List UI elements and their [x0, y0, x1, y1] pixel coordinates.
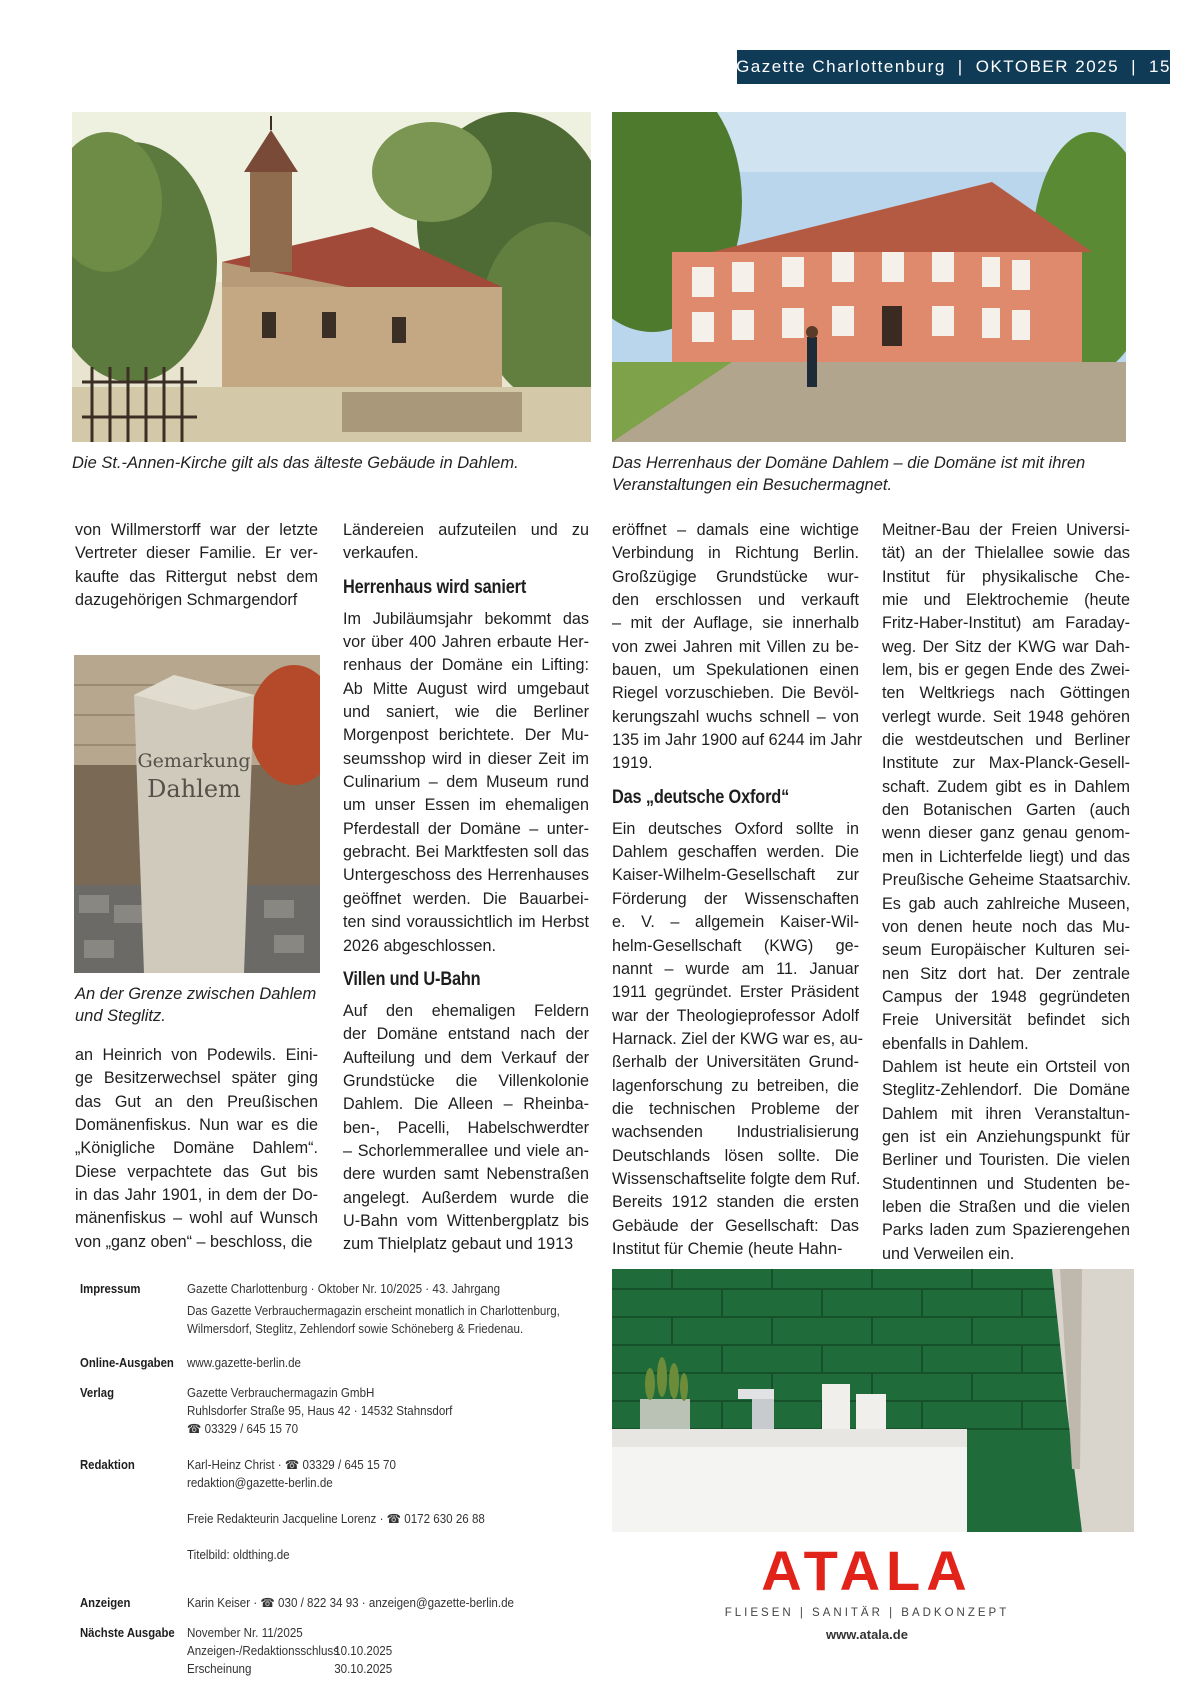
page-header — [737, 50, 1170, 84]
atala-url: www.atala.de — [826, 1627, 908, 1642]
text-line: Morgenpost berichtete. Der Mu- — [343, 726, 589, 745]
column-4 — [882, 519, 1130, 1266]
text-line: den erschlossen und verkauft — [612, 591, 859, 610]
text-line: Harnack. Ziel der KWG war es, au- — [612, 1029, 863, 1048]
verlag-text: Gazette Verbrauchermagazin GmbH Ruhlsdorfer Straße 95, Haus 42 · 14532 Stahnsdorf ☎ 03329 / 645 15 70 — [187, 1386, 453, 1436]
body-text — [343, 1000, 589, 1257]
text-line: der Domäne entstand nach der — [343, 1025, 589, 1044]
issue-month: OKTOBER 2025 — [975, 57, 1120, 76]
text-line: geöffnet werden. Die Bauarbei- — [343, 889, 589, 908]
text-line: Ländereien aufzuteilen und zu — [343, 521, 589, 539]
naechste-text: November Nr. 11/2025 Anzeigen-/Redaktionsschluss10.10.2025 Erscheinung 30.10.2025 — [187, 1626, 393, 1676]
text-line: vor über 400 Jahren erbaute Her- — [343, 633, 589, 652]
text-line: 2026 abgeschlossen. — [343, 936, 496, 955]
text-line: „Königliche Domäne Dahlem“. — [75, 1139, 318, 1158]
body-text — [343, 519, 589, 566]
anzeigen-text: Karin Keiser · ☎ 030 / 822 34 93 · anzeigen@gazette-berlin.de — [187, 1596, 514, 1610]
church-illustration — [72, 112, 591, 442]
text-line: mie und Elektrochemie (heute — [882, 591, 1130, 610]
text-line: angelegt. Außerdem wurde die — [343, 1188, 589, 1207]
stone-inscription-1: Gemarkung — [137, 750, 251, 772]
text-line: nen Sitz dort hat. Der zentrale — [882, 964, 1130, 983]
text-line: Parks laden zum Spazierengehen — [882, 1221, 1130, 1240]
text-line: Institute zur Max-Planck-Gesell- — [882, 754, 1130, 773]
text-line: die technischen Probleme der — [612, 1099, 859, 1118]
text-line: seum Europäischer Kulturen sei- — [882, 941, 1130, 960]
text-line: seumsshop wird in dieser Zeit im — [343, 749, 589, 768]
text-line: Bereits 1912 standen die ersten — [612, 1193, 859, 1212]
boundary-stone-photo — [74, 655, 320, 973]
anzeigen-label: Anzeigen — [80, 1596, 131, 1610]
text-line: Meitner-Bau der Freien Universi- — [882, 521, 1130, 539]
subheading: Herrenhaus wird saniert — [343, 576, 527, 598]
text-line: lagenforschung zu betreiben, die — [612, 1076, 859, 1095]
body-text — [343, 608, 589, 958]
impressum-label: Impressum — [80, 1282, 141, 1296]
text-line: verlegt wurde. Seit 1948 gehören — [882, 707, 1130, 726]
text-line: Institut für physikalische Che- — [882, 567, 1130, 586]
column-3 — [612, 519, 863, 1261]
naechste-label: Nächste Ausgabe — [80, 1626, 175, 1640]
body-text — [75, 1044, 318, 1254]
text-line: Pferdestall der Domäne – unter- — [343, 819, 589, 838]
text-line: eröffnet – damals eine wichtige — [612, 521, 859, 539]
text-line: Fritz-Haber-Institut) am Faraday- — [882, 614, 1130, 633]
text-line: renhaus der Domäne ein Lifting: — [343, 656, 589, 675]
stone-caption: An der Grenze zwischen Dahlem und Steglitz. — [75, 985, 317, 1025]
column-2 — [343, 519, 589, 1257]
text-line: Gebäude der Gesellschaft: Das — [612, 1216, 859, 1235]
atala-tagline: FLIESEN | SANITÄR | BADKONZEPT — [724, 1607, 1010, 1619]
text-line: dere wurden samt Nebenstraßen — [343, 1165, 589, 1184]
text-line: Freie Universität befindet sich — [882, 1011, 1130, 1030]
redaktion-text: Karl-Heinz Christ · ☎ 03329 / 645 15 70 redaktion@gazette-berlin.de Freie Redakteurin Jacqueline Lorenz · ☎ 0172 630 26 88 Titelbild: oldthing.de — [187, 1458, 485, 1562]
text-line: zum Thielplatz gebaut und 1913 — [343, 1235, 574, 1254]
text-line: men in Lichterfelde liegt) und das — [882, 847, 1130, 866]
text-line: Kaiser-Wilhelm-Gesellschaft zur — [612, 866, 859, 885]
text-line: wachsenden Industrialisierung — [612, 1123, 859, 1142]
text-line: Dahlem mit ihren Veranstaltun- — [882, 1104, 1130, 1123]
text-line: Studentinnen und Studenten be- — [882, 1174, 1130, 1193]
text-line: bauen, um Spekulationen einen — [612, 661, 859, 680]
text-line: Vertreter dieser Familie. Er ver- — [75, 544, 318, 563]
text-line: von Willmerstorff war der letzte — [75, 521, 318, 539]
text-line: lem, bis er gegen Ende des Zwei- — [882, 661, 1130, 680]
text-line: schaft. Zudem gibt es in Dahlem — [882, 777, 1130, 796]
text-line: gebracht. Bei Marktfesten soll das — [343, 843, 589, 862]
text-line: Steglitz-Zehlendorf. Die Domäne — [882, 1081, 1130, 1100]
text-line: ßerhalb der Universitäten Grund- — [612, 1053, 859, 1072]
text-line: U-Bahn vom Wittenbergplatz bis — [343, 1211, 589, 1230]
text-line: ten Weltkriegs nach Göttingen — [882, 684, 1130, 703]
column-1-top — [75, 519, 318, 612]
text-line: und saniert, wie die Berliner — [343, 703, 589, 722]
text-line: leben die Straßen und die vielen — [882, 1197, 1130, 1216]
text-line: in das Jahr 1901, in dem der Do- — [75, 1186, 318, 1205]
manor-caption: Das Herrenhaus der Domäne Dahlem – die Domäne ist mit ihren Veranstaltungen ein Besuchermagnet. — [612, 454, 1086, 494]
text-line: mänenfiskus – wohl auf Wunsch — [75, 1209, 318, 1228]
text-line: Institut für Chemie (heute Hahn- — [612, 1239, 843, 1258]
text-line: kerungszahl wuchs schnell – von — [612, 707, 859, 726]
text-line: kaufte das Rittergut nebst dem — [75, 567, 318, 586]
text-line: die westdeutschen und Berliner — [882, 731, 1130, 750]
text-line: Es gab auch zahlreiche Museen, — [882, 894, 1130, 913]
text-line: 135 im Jahr 1900 auf 6244 im Jahr — [612, 731, 863, 750]
text-line: weg. Der Sitz der KWG war Dah- — [882, 637, 1130, 656]
text-line: Preußische Geheime Staatsarchiv. — [882, 871, 1131, 890]
text-line: Domänenfiskus. Nun war es die — [75, 1116, 318, 1135]
text-line: um unser Essen im ehemaligen — [343, 796, 589, 815]
redaktion-label: Redaktion — [80, 1458, 135, 1472]
atala-brand: ATALA — [761, 1539, 973, 1602]
online-link[interactable]: www.gazette-berlin.de — [187, 1356, 301, 1370]
text-line: war der Theologieprofessor Adolf — [612, 1006, 859, 1025]
text-line: von „ganz oben“ – beschloss, die — [75, 1232, 313, 1251]
text-line: helm-Gesellschaft (KWG) ge- — [612, 936, 859, 955]
text-line: Diese verpachtete das Gut bis — [75, 1162, 318, 1181]
text-line: Dahlem. Die Alleen – Rheinba- — [343, 1095, 589, 1114]
text-line: gen ist ein Anziehungspunkt für — [882, 1127, 1130, 1146]
text-line: Berliner und Touristen. Die vielen — [882, 1151, 1130, 1170]
header-separator: | — [1131, 57, 1137, 76]
body-text — [612, 818, 863, 1262]
church-caption: Die St.-Annen-Kirche gilt als das älteste Gebäude in Dahlem. — [72, 454, 519, 472]
text-line: Förderung der Wissenschaften — [612, 889, 859, 908]
text-line: wenn dieser ganz genau genom- — [882, 824, 1130, 843]
text-line: Ein deutsches Oxford sollte in — [612, 819, 859, 838]
subheading: Villen und U-Bahn — [343, 968, 481, 990]
text-line: 1911 gegründet. Erster Präsident — [612, 983, 859, 1002]
text-line: ten sind voraussichtlich im Herbst — [343, 913, 589, 932]
body-text — [882, 1056, 1130, 1266]
body-text — [612, 519, 863, 776]
subheading: Das „deutsche Oxford“ — [612, 786, 790, 808]
text-line: Wissenschaftselite folgte dem Ruf. — [612, 1169, 861, 1188]
verlag-label: Verlag — [80, 1386, 115, 1400]
text-line: Deutschlands lösen sollte. Die — [612, 1146, 859, 1165]
body-text — [882, 519, 1130, 1056]
text-line: Ab Mitte August wird umgebaut — [343, 679, 589, 698]
text-line: Grundstücke die Villenkolonie — [343, 1071, 589, 1090]
atala-logo-area — [612, 1532, 1134, 1649]
text-line: von zwei Jahren mit Villen zu be- — [612, 637, 859, 656]
text-line: Campus der 1948 gegründeten — [882, 987, 1130, 1006]
column-1-bottom — [75, 1044, 318, 1254]
header-separator: | — [957, 57, 964, 76]
text-line: dazugehörigen Schmargendorf — [75, 591, 298, 610]
text-line: Riegel vorzuschieben. Die Bevöl- — [612, 684, 859, 703]
text-line: den Botanischen Garten (auch — [882, 801, 1130, 820]
text-line: Im Jubiläumsjahr bekommt das — [343, 609, 589, 628]
text-line: – Schorlemmerallee und viele an- — [343, 1141, 589, 1160]
text-line: ebenfalls in Dahlem. — [882, 1034, 1029, 1053]
text-line: und Verweilen ein. — [882, 1244, 1015, 1263]
publication-name: Gazette Charlottenburg — [736, 57, 946, 76]
text-line: e. V. – allgemein Kaiser-Wil- — [612, 913, 859, 932]
page-number: 15 — [1149, 57, 1171, 76]
text-line: von denen heute noch das Mu- — [882, 917, 1130, 936]
text-line: Verbindung in Richtung Berlin. — [612, 544, 859, 563]
text-line: 1919. — [612, 754, 653, 773]
text-line: nannt – wurde am 11. Januar — [612, 959, 859, 978]
text-line: tät) an der Thielallee sowie das — [882, 544, 1130, 563]
text-line: ge Besitzerwechsel später ging — [75, 1069, 318, 1088]
body-text — [75, 519, 318, 612]
text-line: Großzügige Grundstücke wur- — [612, 567, 859, 586]
text-line: verkaufen. — [343, 544, 419, 563]
text-line: ben-, Pacelli, Habelschwerdter — [343, 1118, 589, 1137]
atala-advertisement[interactable] — [612, 1269, 1134, 1649]
text-line: Aufteilung und dem Verkauf der — [343, 1048, 589, 1067]
manor-photo — [612, 112, 1126, 442]
online-label: Online-Ausgaben — [80, 1356, 174, 1370]
text-line: an Heinrich von Podewils. Eini- — [75, 1046, 318, 1064]
text-line: Culinarium – dem Museum rund — [343, 773, 589, 792]
text-line: Untergeschoss des Herrenhauses — [343, 866, 589, 885]
stone-inscription-2: Dahlem — [147, 775, 241, 803]
text-line: das Gut an den Preußischen — [75, 1092, 318, 1111]
text-line: Auf den ehemaligen Feldern — [343, 1001, 589, 1020]
text-line: – mit der Auflage, sie innerhalb — [612, 614, 859, 633]
text-line: Dahlem ist heute ein Ortsteil von — [882, 1057, 1130, 1076]
text-line: Dahlem geschaffen werden. Die — [612, 843, 859, 862]
impressum-text: Gazette Charlottenburg · Oktober Nr. 10/2025 · 43. Jahrgang Das Gazette Verbrauchermagazin erscheint monatlich in Charlottenburg, Wilmersdorf, Steglitz, Zehlendorf sowie Schöneberg & Friedenau. — [187, 1282, 560, 1336]
